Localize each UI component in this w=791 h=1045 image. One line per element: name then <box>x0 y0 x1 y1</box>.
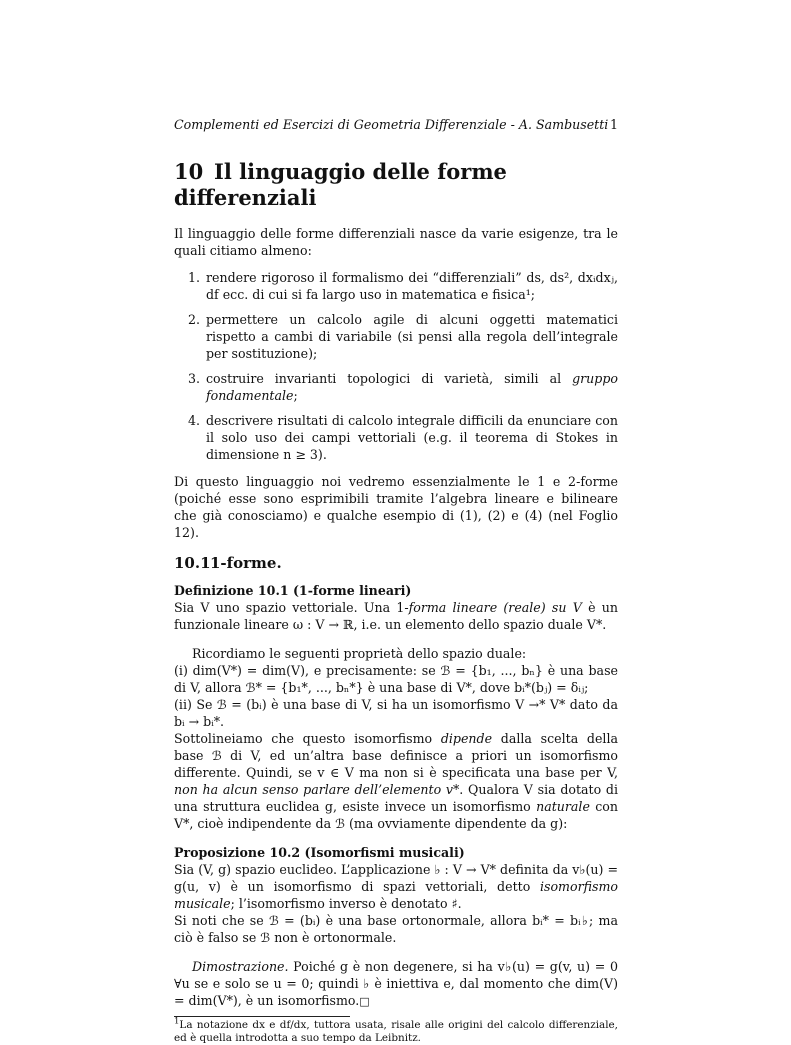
proposition-text: ; l’isomorfismo inverso è denotato ♯. <box>230 896 462 911</box>
list-item: 1. rendere rigoroso il formalismo dei “differenziali” ds, ds², dxᵢdxⱼ, df ecc. di cui si fa largo uso in matematica e fisica¹; <box>204 269 618 303</box>
proposition-text: Sia (V, g) spazio euclideo. L’applicazione ♭ : V → V* definita da v♭(u) = g(u, v) è un isomorfismo di spazi vettoriali, detto <box>174 862 618 894</box>
paragraph-after-list: Di questo linguaggio noi vedremo essenzialmente le 1 e 2-forme (poiché esse sono esprimibili tramite l’algebra lineare e bilineare che già conosciamo) e qualche esempio di (1), (2) e (4) (nel Foglio 12). <box>174 474 618 540</box>
intro-paragraph: Il linguaggio delle forme differenziali nasce da varie esigenze, tra le quali citiamo almeno: <box>174 226 618 258</box>
footnote-mark: 1 <box>174 1016 180 1027</box>
running-header <box>174 116 618 133</box>
list-item <box>204 370 618 404</box>
footnote <box>174 1016 618 1045</box>
proof <box>174 958 618 1010</box>
dual-intro: Ricordiamo le seguenti proprietà dello spazio duale: <box>192 646 527 661</box>
dual-property-i: (i) dim(V*) = dim(V), e precisamente: se ℬ = {b₁, ..., bₙ} è una base di V, allora ℬ* = {b₁*, ..., bₙ*} è una base di V*, dove bᵢ*(bⱼ) = δᵢⱼ; <box>174 663 618 695</box>
page-number: 1 <box>609 117 618 132</box>
section-heading <box>174 159 618 211</box>
header-title: Complementi ed Esercizi di Geometria Differenziale - A. Sambusetti <box>174 117 609 132</box>
footnote-text: La notazione dx e df/dx, tuttora usata, risale alle origini del calcolo differenziale, ed è quella introdotta a suo tempo da Leibnitz. <box>174 1019 618 1044</box>
section-title: Il linguaggio delle forme differenziali <box>174 159 507 210</box>
dual-remark-text: dalla scelta della base ℬ di V, ed un’altra base definisce a priori un isomorfismo differente. Quindi, se v ∈ V ma non si è specificata una base per V, <box>174 731 618 780</box>
qed-symbol: □ <box>359 995 370 1008</box>
dual-remark-emphasis: naturale <box>536 799 590 814</box>
footnote-rule <box>174 1016 350 1017</box>
definition-body <box>174 599 618 633</box>
list-item-text: costruire invarianti topologici di varietà, simili al <box>206 371 573 386</box>
definition-emphasis: forma lineare (reale) su V <box>408 600 582 615</box>
subsection-heading <box>174 555 618 572</box>
dual-remark-text: con V*, cioè indipendente da ℬ (ma ovviamente dipendente da g): <box>174 799 619 831</box>
proposition-note: Si noti che se ℬ = (bᵢ) è una base ortonormale, allora bᵢ* = bᵢ♭; ma ciò è falso se ℬ non è ortonormale. <box>174 913 618 945</box>
list-item-text: ; <box>293 388 298 403</box>
proof-label: Dimostrazione. <box>192 959 289 974</box>
proof-text: Poiché g è non degenere, si ha v♭(u) = g(v, u) = 0 ∀u se e solo se u = 0; quindi ♭ è iniettiva e, dal momento che dim(V) = dim(V*), è un isomorfismo. <box>174 959 618 1008</box>
dual-remark-emphasis: non ha alcun senso parlare dell’elemento v* <box>174 782 460 797</box>
proposition-emphasis: isomorfismo musicale <box>174 879 618 911</box>
dual-remark <box>174 730 618 832</box>
dual-remark-emphasis: dipende <box>440 731 493 746</box>
definition-text: è un funzionale lineare ω : V → ℝ, i.e. un elemento dello spazio duale V*. <box>174 600 618 632</box>
document-body <box>174 116 618 1045</box>
subsection-number: 10.1 <box>174 554 211 572</box>
dual-remark-text: . Qualora V sia dotato di una struttura euclidea g, esiste invece un isomorfismo <box>174 782 618 814</box>
proposition-body <box>174 861 618 912</box>
proposition-heading: Proposizione 10.2 (Isomorfismi musicali) <box>174 845 465 860</box>
list-item: 4. descrivere risultati di calcolo integrale difficili da enunciare con il solo uso dei campi vettoriali (e.g. il teorema di Stokes in dimensione n ≥ 3). <box>204 412 618 463</box>
subsection-title: 1-forme. <box>210 554 282 572</box>
dual-property-ii: (ii) Se ℬ = (bᵢ) è una base di V, si ha un isomorfismo V →* V* dato da bᵢ → bᵢ*. <box>174 697 618 729</box>
list-item-emphasis: gruppo fondamentale <box>206 371 618 403</box>
definition-heading: Definizione 10.1 (1-forme lineari) <box>174 583 412 598</box>
dual-remark-text: Sottolineiamo che questo isomorfismo <box>174 731 441 746</box>
section-number: 10 <box>174 159 204 184</box>
list-item: 2. permettere un calcolo agile di alcuni oggetti matematici rispetto a cambi di variabile (si pensi alla regola dell’integrale per sostituzione); <box>204 311 618 362</box>
motivation-list <box>174 269 618 463</box>
definition-text: Sia V uno spazio vettoriale. Una 1- <box>174 600 409 615</box>
